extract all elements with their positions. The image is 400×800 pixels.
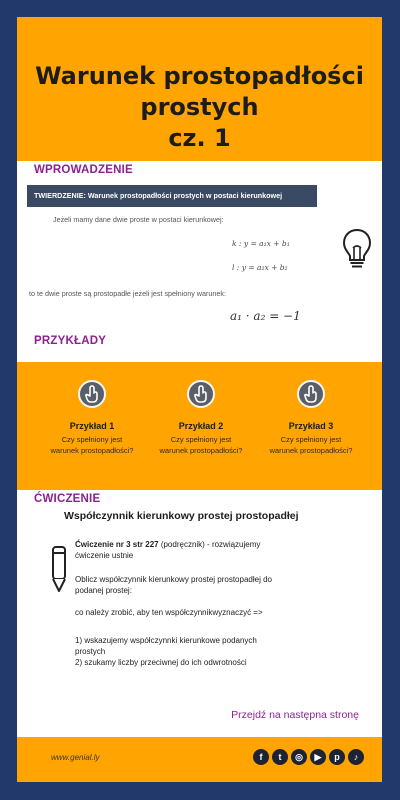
infographic-card [17, 17, 382, 782]
footer-brand[interactable]: www.genial.ly [51, 753, 100, 762]
exercise-step-1b: prostych [75, 647, 106, 656]
example-title: Przykład 2 [178, 421, 224, 431]
examples-panel [17, 362, 382, 490]
exercise-reference-rest: (podręcznik) - rozwiązujemy [158, 540, 261, 549]
examples-section-label: PRZYKŁADY [34, 335, 107, 347]
exercise-step-1a: 1) wskazujemy współczynnki kierunkowe podanych [75, 636, 257, 645]
hand-pointer-icon[interactable] [78, 380, 106, 408]
title-line-2: prostych [140, 93, 259, 121]
twitter-icon[interactable]: t [272, 749, 288, 765]
exercise-task-line-1: Oblicz współczynnik kierunkowy prostej prostopadłej do [75, 575, 272, 584]
pencil-icon [51, 545, 67, 593]
footer-bar [17, 737, 382, 782]
instagram-icon[interactable]: ◎ [291, 749, 307, 765]
intro-text-2: to te dwie proste są prostopadłe jeżeli jest spełniony warunek: [29, 289, 226, 298]
example-desc-line-1: Czy spełniony jest [280, 435, 342, 444]
tiktok-icon[interactable]: ♪ [348, 749, 364, 765]
social-icons [253, 749, 364, 765]
facebook-icon[interactable]: f [253, 749, 269, 765]
exercise-reference-line-2: ćwiczenie ustnie [75, 551, 134, 560]
formula-line-l: l : y = a₂x + b₂ [232, 263, 288, 272]
hand-pointer-icon[interactable] [187, 380, 215, 408]
example-desc-line-1: Czy spełniony jest [170, 435, 232, 444]
intro-text-1: Jeżeli mamy dane dwie proste w postaci kierunkowej: [53, 215, 224, 224]
example-title: Przykład 1 [69, 421, 115, 431]
example-desc-line-1: Czy spełniony jest [61, 435, 123, 444]
exercise-reference-bold: Ćwiczenie nr 3 str 227 [75, 540, 159, 549]
example-card-3[interactable] [256, 380, 366, 456]
exercise-section-label: ĆWICZENIE [34, 493, 101, 505]
pinterest-icon[interactable]: p [329, 749, 345, 765]
example-card-1[interactable] [37, 380, 147, 456]
formula-line-k: k : y = a₁x + b₁ [232, 239, 290, 248]
theorem-title-bar: TWIERDZENIE: Warunek prostopadłości prostych w postaci kierunkowej [27, 185, 317, 207]
perpendicular-condition-formula: a₁ · a₂ = −1 [230, 309, 301, 323]
exercise-reference [75, 539, 335, 550]
example-card-2[interactable] [146, 380, 256, 456]
hand-pointer-icon[interactable] [297, 380, 325, 408]
exercise-subtitle: Współczynnik kierunkowy prostej prostopadłej [64, 510, 299, 522]
example-desc-line-2: warunek prostopadłości? [50, 446, 134, 455]
title-line-3: cz. 1 [168, 124, 231, 152]
example-desc-line-2: warunek prostopadłości? [269, 446, 353, 455]
header-banner [17, 17, 382, 161]
title-line-1: Warunek prostopadłości [35, 62, 364, 90]
example-desc-line-2: warunek prostopadłości? [159, 446, 243, 455]
lightbulb-icon [342, 228, 372, 270]
page-title [17, 61, 382, 154]
youtube-icon[interactable]: ▶ [310, 749, 326, 765]
example-title: Przykład 3 [288, 421, 334, 431]
next-page-link[interactable]: Przejdź na następna stronę [231, 709, 359, 721]
exercise-step-2: 2) szukamy liczby przeciwnej do ich odwrotności [75, 658, 247, 667]
intro-section-label: WPROWADZENIE [34, 164, 133, 176]
exercise-task-line-2: podanej prostej: [75, 586, 132, 595]
exercise-todo: co należy zrobić, aby ten współczynnikwyznaczyć => [75, 608, 263, 617]
